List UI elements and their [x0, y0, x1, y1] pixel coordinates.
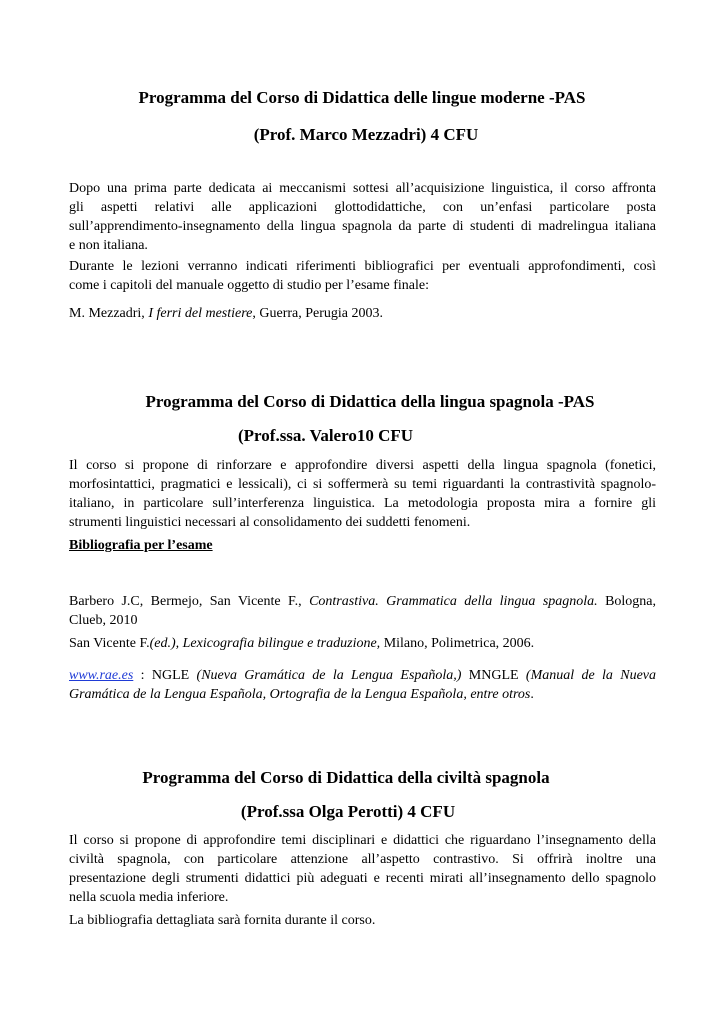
section-1-title: Programma del Corso di Didattica delle lingue moderne -PAS [138, 88, 586, 107]
text-line: come i capitoli del manuale oggetto di studio per l’esame finale: [69, 278, 429, 293]
text-line: morfosintattici, pragmatici e lessicali), ci si soffermerà su temi riguardanti la contrastività spagnolo- [69, 477, 656, 492]
entry-text: MNGLE [461, 668, 526, 683]
text-line: e non italiana. [69, 238, 148, 253]
reference-title: I ferri del mestiere [148, 306, 253, 321]
text-line: gli aspetti relativi alle applicazioni glottodidattiche, con un’enfasi particolare posta [69, 200, 656, 215]
text-line [69, 666, 656, 685]
text-line: civiltà spagnola, con particolare attenzione all’aspetto contrastivo. Si offrirà inoltre una [69, 852, 656, 867]
section-2-subtitle: (Prof.ssa. Valero10 CFU [238, 426, 414, 445]
bibliography-entry-2 [69, 634, 656, 653]
text-line: Clueb, 2010 [69, 613, 138, 628]
entry-text: . [530, 687, 534, 702]
text-line [69, 634, 656, 653]
entry-title: (Nueva Gramática de la Lengua Española,) [196, 668, 462, 683]
text-line: Il corso si propone di rinforzare e approfondire diversi aspetti della lingua spagnola (fonetici, [69, 458, 656, 473]
section-1-subtitle: (Prof. Marco Mezzadri) 4 CFU [253, 125, 479, 144]
section-3-subtitle: (Prof.ssa Olga Perotti) 4 CFU [240, 802, 456, 821]
section-2-bibliography-heading-wrap [69, 536, 656, 555]
reference-line [69, 304, 656, 323]
text-line: La bibliografia dettagliata sarà fornita durante il corso. [69, 913, 376, 928]
text-line: sull’apprendimento-insegnamento della lingua spagnola da parte di studenti di madrelingua italiana [69, 219, 656, 234]
text-line: Durante le lezioni verranno indicati riferimenti bibliografici per eventuali approfondimenti, così [69, 259, 656, 274]
section-3-title: Programma del Corso di Didattica della civiltà spagnola [142, 768, 550, 787]
bibliography-heading: Bibliografia per l’esame [69, 538, 213, 553]
entry-place: Bologna, [597, 594, 657, 609]
section-3-paragraph-1 [69, 831, 656, 907]
section-1-paragraph-1 [69, 179, 656, 255]
entry-publisher: Milano, Polimetrica, 2006. [380, 636, 535, 651]
text-line: Il corso si propone di approfondire temi disciplinari e didattici che riguardano l’insegnamento della [69, 833, 656, 848]
bibliography-entry-3 [69, 666, 656, 704]
text-line: Dopo una prima parte dedicata ai meccanismi sottesi all’acquisizione linguistica, il corso affronta [69, 181, 656, 196]
bibliography-entry-1 [69, 592, 656, 630]
text-line: italiano, in particolare sull’interferenza linguistica. La metodologia proposta mira a fornire gli [69, 496, 656, 511]
entry-title: (Manual de la Nueva [525, 668, 656, 683]
section-2-paragraph-1 [69, 456, 656, 532]
section-2-title: Programma del Corso di Didattica della lingua spagnola -PAS [145, 392, 595, 411]
text-line [69, 685, 656, 704]
reference-publisher: , Guerra, Perugia 2003. [252, 306, 384, 321]
entry-title: (ed.), Lexicografia bilingue e traduzione, [149, 636, 381, 651]
rae-link[interactable]: www.rae.es [69, 668, 134, 683]
text-line: nella scuola media inferiore. [69, 890, 229, 905]
section-1-reference [69, 304, 656, 323]
section-1-paragraph-2 [69, 257, 656, 295]
text-line [69, 592, 656, 611]
entry-authors: Barbero J.C, Bermejo, San Vicente F., [69, 594, 310, 609]
text-line: presentazione degli strumenti didattici più adeguati e recenti mirati all’insegnamento dello spagnolo [69, 871, 656, 886]
entry-title: Contrastiva. Grammatica della lingua spagnola. [309, 594, 598, 609]
entry-title: Gramática de la Lengua Española, Ortografia de la Lengua Española, entre otros [69, 687, 531, 702]
reference-author: M. Mezzadri, [69, 306, 149, 321]
entry-text: : NGLE [133, 668, 197, 683]
text-line: strumenti linguistici necessari al consolidamento dei suddetti fenomeni. [69, 515, 471, 530]
entry-authors: San Vicente F. [69, 636, 150, 651]
section-3-paragraph-2 [69, 911, 656, 930]
